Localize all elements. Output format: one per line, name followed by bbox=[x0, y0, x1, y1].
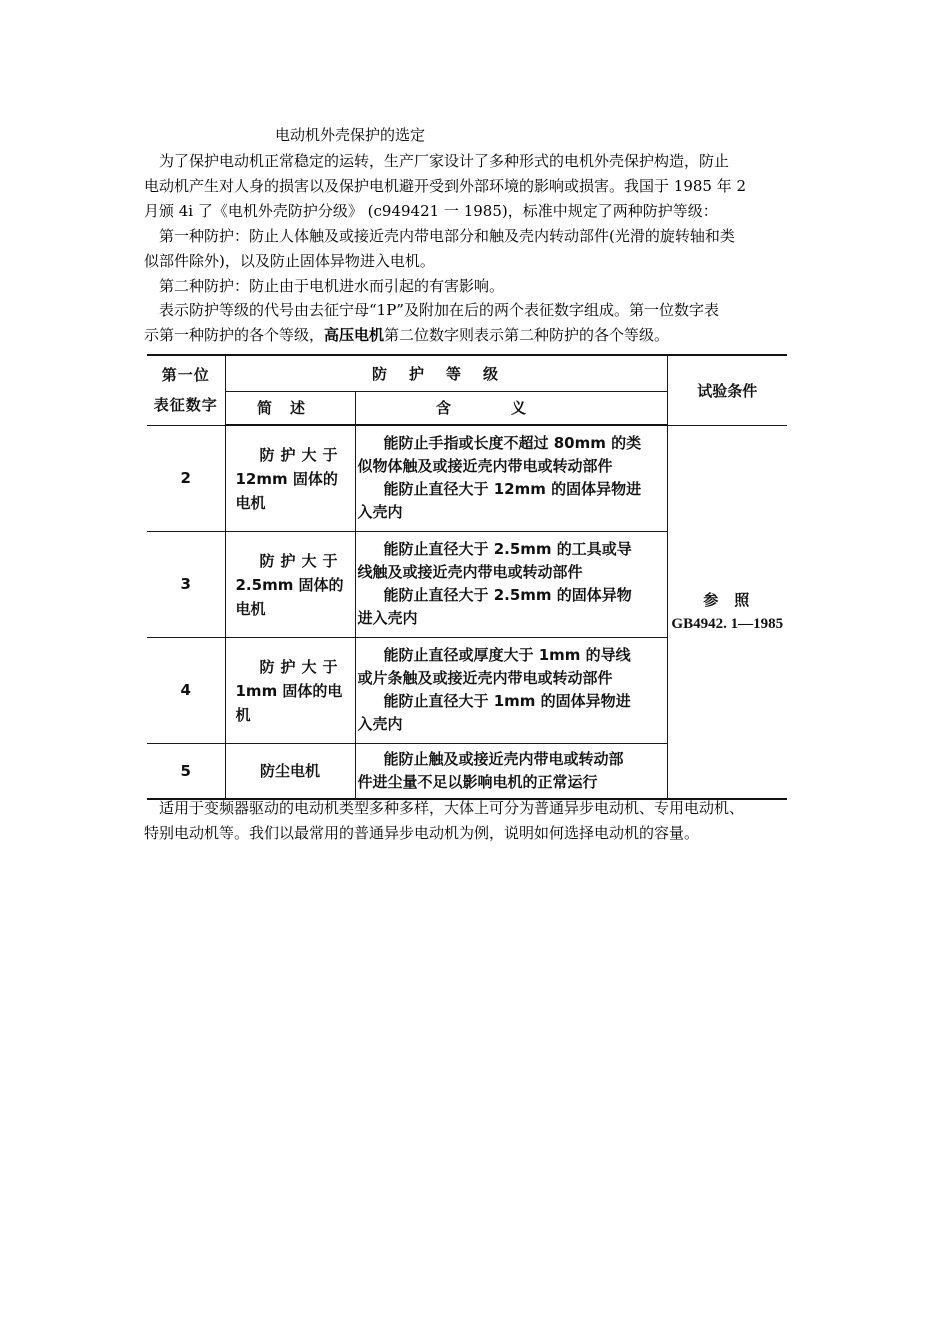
first-protection-paragraph bbox=[144, 224, 806, 274]
high-voltage-motor-link: 高压电机 bbox=[324, 326, 385, 344]
header-first-digit: 第一位 表征数字 bbox=[147, 355, 225, 425]
table-row bbox=[147, 425, 787, 531]
row-meaning: 能防止触及或接近壳内带电或转动部 件进尘量不足以影响电机的正常运行 bbox=[355, 743, 667, 799]
row-brief: 防护大于 2.5mm 固体的 电机 bbox=[225, 531, 355, 637]
intro-line-1: 为了保护电动机正常稳定的运转，生产厂家设计了多种形式的电机外壳保护构造，防止 bbox=[159, 152, 730, 170]
row-digit: 4 bbox=[147, 637, 225, 743]
code-line-2: 示第一种防护的各个等级，高压电机第二位数字则表示第二种防护的各个等级。 bbox=[144, 326, 670, 344]
row-digit: 5 bbox=[147, 743, 225, 799]
first-protection-line-2: 似部件除外)，以及防止固体异物进入电机。 bbox=[144, 252, 435, 270]
intro-paragraph bbox=[144, 149, 806, 224]
closing-paragraph bbox=[144, 796, 816, 846]
row-meaning: 能防止直径大于 2.5mm 的工具或导 线触及或接近壳内带电或转动部件 能防止直径大于 2.5mm 的固体异物 进入壳内 bbox=[355, 531, 667, 637]
row-brief: 防护大于 12mm 固体的 电机 bbox=[225, 425, 355, 531]
row-meaning: 能防止手指或长度不超过 80mm 的类 似物体触及或接近壳内带电或转动部件 能防止直径大于 12mm 的固体异物进 入壳内 bbox=[355, 425, 667, 531]
second-protection-paragraph bbox=[144, 274, 806, 299]
row-meaning: 能防止直径或厚度大于 1mm 的导线 或片条触及或接近壳内带电或转动部件 能防止直径大于 1mm 的固体异物进 入壳内 bbox=[355, 637, 667, 743]
second-protection-text: 第二种防护：防止由于电机进水而引起的有害影响。 bbox=[159, 277, 505, 295]
row-brief: 防护大于 1mm 固体的电 机 bbox=[225, 637, 355, 743]
protection-level-table bbox=[147, 354, 787, 800]
closing-line-2: 特别电动机等。我们以最常用的普通异步电动机为例，说明如何选择电动机的容量。 bbox=[144, 824, 700, 842]
row-digit: 2 bbox=[147, 425, 225, 531]
document-title: 电动机外壳保护的选定 bbox=[275, 126, 426, 144]
row-digit: 3 bbox=[147, 531, 225, 637]
closing-line-1: 适用于变频器驱动的电动机类型多种多样，大体上可分为普通异步电动机、专用电动机、 bbox=[159, 799, 745, 817]
intro-line-2: 电动机产生对人身的损害以及保护电机避开受到外部环境的影响或损害。我国于 1985 年 2 bbox=[144, 177, 747, 195]
header-meaning: 含义 bbox=[355, 391, 667, 425]
header-protection-level: 防护等级 bbox=[225, 355, 667, 391]
code-paragraph bbox=[144, 298, 806, 348]
first-protection-line-1: 第一种防护：防止人体触及或接近壳内带电部分和触及壳内转动部件(光滑的旋转轴和类 bbox=[159, 227, 735, 245]
intro-line-3: 月颁 4i 了《电机外壳防护分级》 (c949421 一 1985)，标准中规定了两种防护等级： bbox=[144, 202, 718, 220]
header-brief: 简述 bbox=[225, 391, 355, 425]
test-conditions-cell: 参照 GB4942. 1—1985 bbox=[667, 425, 787, 799]
row-brief: 防尘电机 bbox=[225, 743, 355, 799]
header-test-conditions: 试验条件 bbox=[667, 355, 787, 425]
code-line-1: 表示防护等级的代号由去征宁母“1P”及附加在后的两个表征数字组成。第一位数字表 bbox=[159, 301, 719, 319]
